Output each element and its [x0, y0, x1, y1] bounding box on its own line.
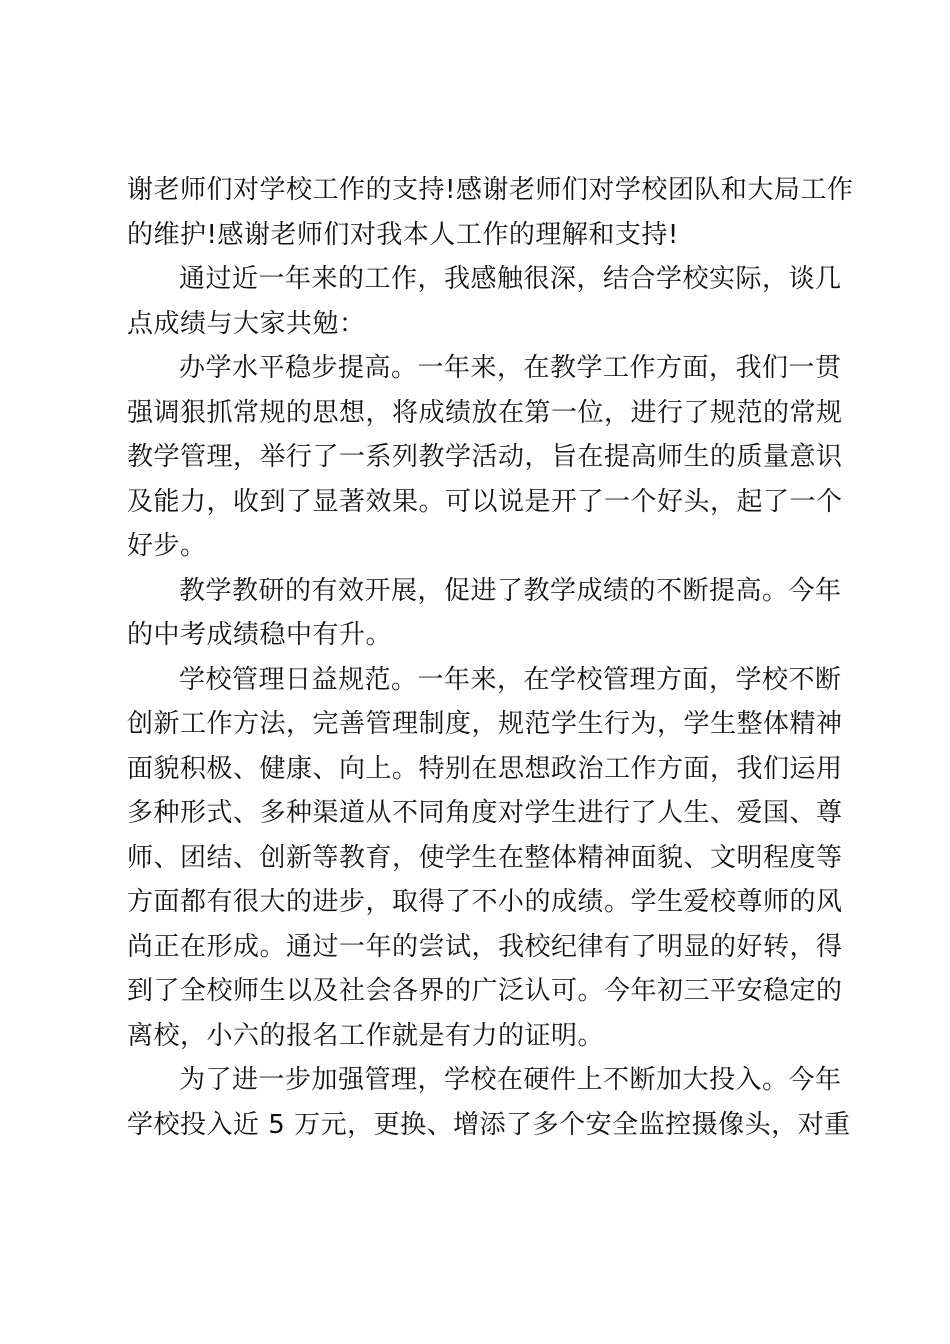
text-line: 的中考成绩稳中有升。: [127, 620, 393, 650]
text-line: 方面都有很大的进步，取得了不小的成绩。学生爱校尊师的风: [127, 887, 843, 917]
text-line: 及能力，收到了显著效果。可以说是开了一个好头，起了一个: [127, 486, 843, 517]
text-line: 多种形式、多种渠道从不同角度对学生进行了人生、爱国、尊: [127, 798, 843, 828]
text-line: 强调狠抓常规的思想，将成绩放在第一位，进行了规范的常规: [127, 397, 843, 428]
paragraph-first-line: 教学教研的有效开展，促进了教学成绩的不断提高。今年: [179, 575, 842, 606]
text-line: 师、团结、创新等教育，使学生在整体精神面貌、文明程度等: [127, 842, 843, 873]
text-line: 的维护!感谢老师们对我本人工作的理解和支持!: [127, 219, 679, 250]
paragraph-first-line: 通过近一年来的工作，我感触很深，结合学校实际，谈几: [179, 264, 842, 294]
text-line: 点成绩与大家共勉：: [127, 308, 366, 339]
paragraph-first-line: 为了进一步加强管理，学校在硬件上不断加大投入。今年: [179, 1065, 842, 1095]
text-line: 创新工作方法，完善管理制度，规范学生行为，学生整体精神: [127, 709, 843, 739]
document-body: [127, 168, 854, 1147]
paragraph-first-line: 办学水平稳步提高。一年来，在教学工作方面，我们一贯: [179, 353, 842, 383]
text-line: 到了全校师生以及社会各界的广泛认可。今年初三平安稳定的: [127, 976, 843, 1006]
text-line: 尚正在形成。通过一年的尝试，我校纪律有了明显的好转，得: [127, 931, 843, 962]
text-line: 面貌积极、健康、向上。特别在思想政治工作方面，我们运用: [127, 753, 843, 784]
text-line: 谢老师们对学校工作的支持!感谢老师们对学校团队和大局工作: [127, 175, 854, 205]
text-line: 好步。: [127, 531, 207, 561]
text-line: 学校投入近 5 万元，更换、增添了多个安全监控摄像头，对重: [127, 1109, 851, 1140]
text-line: 教学管理，举行了一系列教学活动，旨在提高师生的质量意识: [127, 442, 843, 472]
text-line: 离校，小六的报名工作就是有力的证明。: [127, 1020, 605, 1051]
paragraph-first-line: 学校管理日益规范。一年来，在学校管理方面，学校不断: [179, 664, 842, 695]
